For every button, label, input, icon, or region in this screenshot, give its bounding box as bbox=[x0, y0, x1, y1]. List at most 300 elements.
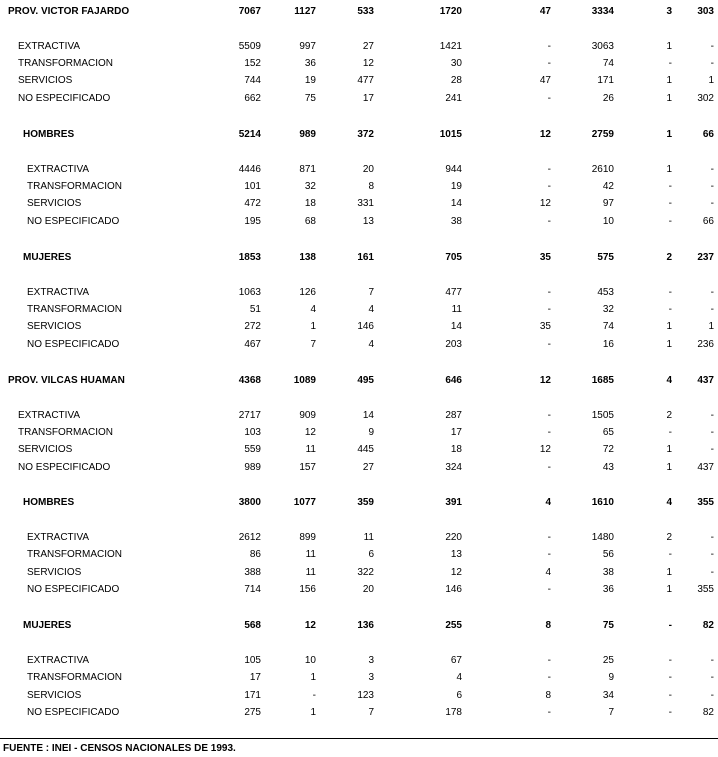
value-cell: - bbox=[668, 181, 672, 192]
value-cell: 136 bbox=[357, 620, 374, 631]
value-cell: 437 bbox=[697, 375, 714, 386]
value-cell: - bbox=[547, 58, 551, 69]
table-row bbox=[0, 197, 718, 211]
value-cell: - bbox=[710, 532, 714, 543]
value-cell: 4368 bbox=[238, 375, 261, 386]
value-cell: - bbox=[668, 198, 672, 209]
value-cell: - bbox=[710, 690, 714, 701]
value-cell: 1 bbox=[310, 672, 316, 683]
value-cell: - bbox=[710, 304, 714, 315]
value-cell: 1 bbox=[666, 41, 672, 52]
value-cell: 66 bbox=[702, 216, 714, 227]
value-cell: - bbox=[668, 58, 672, 69]
value-cell: 1 bbox=[666, 129, 672, 140]
value-cell: - bbox=[710, 198, 714, 209]
value-cell: 178 bbox=[445, 707, 462, 718]
table-row bbox=[0, 443, 718, 457]
value-cell: 477 bbox=[357, 75, 374, 86]
value-cell: 303 bbox=[697, 6, 714, 17]
row-label: EXTRACTIVA bbox=[18, 41, 81, 52]
value-cell: 34 bbox=[602, 690, 614, 701]
value-cell: - bbox=[710, 164, 714, 175]
value-cell: 32 bbox=[304, 181, 316, 192]
value-cell: - bbox=[668, 620, 672, 631]
value-cell: 275 bbox=[244, 707, 261, 718]
value-cell: 2 bbox=[666, 252, 672, 263]
row-label: NO ESPECIFICADO bbox=[27, 707, 120, 718]
value-cell: 7 bbox=[310, 339, 316, 350]
row-label: EXTRACTIVA bbox=[27, 532, 90, 543]
value-cell: 28 bbox=[450, 75, 462, 86]
table-row bbox=[0, 426, 718, 440]
value-cell: 1 bbox=[310, 321, 316, 332]
value-cell: 989 bbox=[244, 462, 261, 473]
value-cell: 36 bbox=[304, 58, 316, 69]
table-row bbox=[0, 496, 718, 510]
table-row bbox=[0, 671, 718, 685]
value-cell: - bbox=[547, 339, 551, 350]
value-cell: 13 bbox=[362, 216, 374, 227]
value-cell: 2 bbox=[666, 532, 672, 543]
row-label: SERVICIOS bbox=[27, 321, 82, 332]
value-cell: 74 bbox=[602, 321, 614, 332]
value-cell: 146 bbox=[357, 321, 374, 332]
value-cell: 14 bbox=[362, 410, 374, 421]
row-label: EXTRACTIVA bbox=[27, 164, 90, 175]
value-cell: 11 bbox=[305, 567, 316, 578]
value-cell: 5214 bbox=[238, 129, 261, 140]
value-cell: 12 bbox=[539, 375, 551, 386]
value-cell: 1 bbox=[666, 164, 672, 175]
value-cell: 68 bbox=[304, 216, 316, 227]
table-row bbox=[0, 286, 718, 300]
value-cell: 4 bbox=[456, 672, 462, 683]
row-label: MUJERES bbox=[23, 620, 72, 631]
row-label: NO ESPECIFICADO bbox=[27, 584, 120, 595]
value-cell: 1 bbox=[666, 444, 672, 455]
value-cell: 17 bbox=[450, 427, 462, 438]
value-cell: 909 bbox=[299, 410, 316, 421]
value-cell: 123 bbox=[357, 690, 374, 701]
value-cell: 1505 bbox=[591, 410, 614, 421]
value-cell: 9 bbox=[368, 427, 374, 438]
value-cell: 705 bbox=[445, 252, 462, 263]
value-cell: 1 bbox=[666, 584, 672, 595]
value-cell: 13 bbox=[450, 549, 462, 560]
row-label: SERVICIOS bbox=[27, 198, 82, 209]
value-cell: 7 bbox=[608, 707, 614, 718]
value-cell: 12 bbox=[450, 567, 462, 578]
value-cell: 714 bbox=[244, 584, 261, 595]
value-cell: 7 bbox=[368, 707, 374, 718]
value-cell: - bbox=[547, 216, 551, 227]
value-cell: 12 bbox=[362, 58, 374, 69]
source-note: FUENTE : INEI - CENSOS NACIONALES DE 1993. bbox=[3, 743, 236, 754]
value-cell: 11 bbox=[363, 532, 374, 543]
value-cell: 10 bbox=[304, 655, 316, 666]
value-cell: 42 bbox=[602, 181, 614, 192]
table-row bbox=[0, 409, 718, 423]
value-cell: - bbox=[547, 549, 551, 560]
value-cell: - bbox=[547, 427, 551, 438]
row-label: NO ESPECIFICADO bbox=[18, 93, 111, 104]
table-row bbox=[0, 531, 718, 545]
value-cell: 575 bbox=[597, 252, 614, 263]
value-cell: 67 bbox=[450, 655, 462, 666]
value-cell: - bbox=[668, 655, 672, 666]
value-cell: 1 bbox=[666, 75, 672, 86]
row-label: SERVICIOS bbox=[27, 567, 82, 578]
value-cell: 82 bbox=[702, 707, 714, 718]
value-cell: 35 bbox=[539, 321, 551, 332]
value-cell: - bbox=[710, 181, 714, 192]
value-cell: 138 bbox=[299, 252, 316, 263]
row-label: TRANSFORMACION bbox=[18, 58, 113, 69]
row-label: TRANSFORMACION bbox=[27, 549, 122, 560]
row-label: EXTRACTIVA bbox=[18, 410, 81, 421]
row-label: HOMBRES bbox=[23, 129, 75, 140]
value-cell: 989 bbox=[299, 129, 316, 140]
table-row bbox=[0, 128, 718, 142]
value-cell: 1610 bbox=[591, 497, 614, 508]
value-cell: 11 bbox=[451, 304, 462, 315]
value-cell: 1089 bbox=[293, 375, 316, 386]
value-cell: 20 bbox=[362, 164, 374, 175]
table-row bbox=[0, 654, 718, 668]
value-cell: 287 bbox=[445, 410, 462, 421]
value-cell: 3 bbox=[368, 655, 374, 666]
value-cell: 43 bbox=[602, 462, 614, 473]
value-cell: - bbox=[710, 672, 714, 683]
value-cell: 1077 bbox=[293, 497, 316, 508]
value-cell: 38 bbox=[450, 216, 462, 227]
value-cell: 8 bbox=[545, 620, 551, 631]
value-cell: 18 bbox=[304, 198, 316, 209]
value-cell: 7 bbox=[368, 287, 374, 298]
value-cell: - bbox=[710, 41, 714, 52]
value-cell: 32 bbox=[602, 304, 614, 315]
value-cell: 3 bbox=[368, 672, 374, 683]
value-cell: 4 bbox=[666, 497, 672, 508]
table-row bbox=[0, 180, 718, 194]
value-cell: 171 bbox=[244, 690, 261, 701]
value-cell: 19 bbox=[450, 181, 462, 192]
value-cell: 146 bbox=[445, 584, 462, 595]
value-cell: 65 bbox=[602, 427, 614, 438]
value-cell: 388 bbox=[244, 567, 261, 578]
value-cell: - bbox=[547, 304, 551, 315]
value-cell: 533 bbox=[357, 6, 374, 17]
value-cell: 9 bbox=[608, 672, 614, 683]
value-cell: 4 bbox=[545, 497, 551, 508]
value-cell: - bbox=[710, 549, 714, 560]
value-cell: 391 bbox=[445, 497, 462, 508]
value-cell: 2612 bbox=[238, 532, 261, 543]
value-cell: 445 bbox=[357, 444, 374, 455]
value-cell: - bbox=[710, 444, 714, 455]
value-cell: 220 bbox=[445, 532, 462, 543]
table-row bbox=[0, 57, 718, 71]
value-cell: 56 bbox=[602, 549, 614, 560]
value-cell: 4 bbox=[368, 304, 374, 315]
value-cell: 17 bbox=[249, 672, 261, 683]
value-cell: 30 bbox=[450, 58, 462, 69]
value-cell: 899 bbox=[299, 532, 316, 543]
value-cell: 12 bbox=[304, 427, 316, 438]
value-cell: - bbox=[547, 655, 551, 666]
value-cell: 662 bbox=[244, 93, 261, 104]
value-cell: 236 bbox=[697, 339, 714, 350]
table-row bbox=[0, 374, 718, 388]
value-cell: 2717 bbox=[238, 410, 261, 421]
value-cell: 75 bbox=[304, 93, 316, 104]
table-row bbox=[0, 163, 718, 177]
row-label: SERVICIOS bbox=[18, 75, 73, 86]
value-cell: 568 bbox=[244, 620, 261, 631]
value-cell: 74 bbox=[602, 58, 614, 69]
value-cell: 8 bbox=[368, 181, 374, 192]
value-cell: 7067 bbox=[238, 6, 261, 17]
value-cell: 2610 bbox=[591, 164, 614, 175]
row-label: EXTRACTIVA bbox=[27, 655, 90, 666]
value-cell: 355 bbox=[697, 584, 714, 595]
value-cell: 437 bbox=[697, 462, 714, 473]
value-cell: 1 bbox=[666, 93, 672, 104]
value-cell: - bbox=[710, 567, 714, 578]
value-cell: 3 bbox=[666, 6, 672, 17]
table-row bbox=[0, 619, 718, 633]
value-cell: 72 bbox=[602, 444, 614, 455]
value-cell: - bbox=[668, 672, 672, 683]
table-row bbox=[0, 215, 718, 229]
value-cell: 66 bbox=[702, 129, 714, 140]
value-cell: 1 bbox=[666, 321, 672, 332]
value-cell: 12 bbox=[539, 129, 551, 140]
value-cell: 12 bbox=[539, 198, 551, 209]
value-cell: 161 bbox=[357, 252, 374, 263]
value-cell: 11 bbox=[305, 549, 316, 560]
table-row bbox=[0, 461, 718, 475]
row-label: NO ESPECIFICADO bbox=[27, 339, 120, 350]
value-cell: 27 bbox=[362, 41, 374, 52]
value-cell: - bbox=[668, 427, 672, 438]
value-cell: - bbox=[312, 690, 316, 701]
table-row bbox=[0, 566, 718, 580]
value-cell: - bbox=[547, 41, 551, 52]
row-label: TRANSFORMACION bbox=[27, 304, 122, 315]
value-cell: 1685 bbox=[591, 375, 614, 386]
value-cell: 1 bbox=[666, 339, 672, 350]
value-cell: 1 bbox=[708, 75, 714, 86]
value-cell: 152 bbox=[244, 58, 261, 69]
value-cell: 4 bbox=[545, 567, 551, 578]
value-cell: 103 bbox=[244, 427, 261, 438]
footer-rule bbox=[0, 738, 718, 739]
value-cell: 14 bbox=[450, 321, 462, 332]
value-cell: 1127 bbox=[294, 6, 316, 17]
value-cell: 5509 bbox=[238, 41, 261, 52]
value-cell: 477 bbox=[445, 287, 462, 298]
value-cell: - bbox=[547, 93, 551, 104]
value-cell: 51 bbox=[249, 304, 261, 315]
value-cell: - bbox=[710, 427, 714, 438]
value-cell: - bbox=[547, 532, 551, 543]
value-cell: 1720 bbox=[439, 6, 462, 17]
value-cell: 171 bbox=[597, 75, 614, 86]
row-label: EXTRACTIVA bbox=[27, 287, 90, 298]
value-cell: 1 bbox=[666, 567, 672, 578]
value-cell: 3800 bbox=[238, 497, 261, 508]
row-label: TRANSFORMACION bbox=[27, 181, 122, 192]
value-cell: 1 bbox=[666, 462, 672, 473]
value-cell: 2 bbox=[666, 410, 672, 421]
value-cell: - bbox=[668, 707, 672, 718]
row-label: TRANSFORMACION bbox=[27, 672, 122, 683]
value-cell: 1063 bbox=[238, 287, 261, 298]
value-cell: 467 bbox=[244, 339, 261, 350]
value-cell: 559 bbox=[244, 444, 261, 455]
value-cell: 18 bbox=[450, 444, 462, 455]
value-cell: 12 bbox=[539, 444, 551, 455]
value-cell: 10 bbox=[602, 216, 614, 227]
value-cell: 1421 bbox=[439, 41, 462, 52]
row-label: NO ESPECIFICADO bbox=[27, 216, 120, 227]
value-cell: 1853 bbox=[238, 252, 261, 263]
value-cell: 38 bbox=[602, 567, 614, 578]
row-label: SERVICIOS bbox=[27, 690, 82, 701]
table-row bbox=[0, 583, 718, 597]
value-cell: 101 bbox=[244, 181, 261, 192]
value-cell: 47 bbox=[539, 6, 551, 17]
value-cell: 1 bbox=[708, 321, 714, 332]
value-cell: 255 bbox=[445, 620, 462, 631]
value-cell: - bbox=[547, 181, 551, 192]
value-cell: - bbox=[668, 549, 672, 560]
value-cell: 4 bbox=[666, 375, 672, 386]
value-cell: 26 bbox=[602, 93, 614, 104]
value-cell: - bbox=[547, 707, 551, 718]
value-cell: 359 bbox=[357, 497, 374, 508]
value-cell: 156 bbox=[299, 584, 316, 595]
value-cell: 20 bbox=[362, 584, 374, 595]
value-cell: 126 bbox=[299, 287, 316, 298]
value-cell: 203 bbox=[445, 339, 462, 350]
value-cell: - bbox=[668, 690, 672, 701]
value-cell: 47 bbox=[539, 75, 551, 86]
row-label: NO ESPECIFICADO bbox=[18, 462, 111, 473]
value-cell: 871 bbox=[299, 164, 316, 175]
value-cell: - bbox=[668, 216, 672, 227]
value-cell: 944 bbox=[445, 164, 462, 175]
value-cell: 1 bbox=[310, 707, 316, 718]
value-cell: 241 bbox=[445, 93, 462, 104]
value-cell: - bbox=[710, 655, 714, 666]
value-cell: 8 bbox=[545, 690, 551, 701]
value-cell: 997 bbox=[299, 41, 316, 52]
value-cell: 322 bbox=[357, 567, 374, 578]
value-cell: 12 bbox=[304, 620, 316, 631]
row-label: PROV. VICTOR FAJARDO bbox=[8, 6, 130, 17]
value-cell: 6 bbox=[456, 690, 462, 701]
table-row bbox=[0, 689, 718, 703]
row-label: MUJERES bbox=[23, 252, 72, 263]
table-row bbox=[0, 320, 718, 334]
value-cell: - bbox=[710, 410, 714, 421]
value-cell: 372 bbox=[357, 129, 374, 140]
value-cell: 4446 bbox=[238, 164, 261, 175]
value-cell: 86 bbox=[249, 549, 261, 560]
value-cell: - bbox=[547, 287, 551, 298]
value-cell: 4 bbox=[310, 304, 316, 315]
table-row bbox=[0, 40, 718, 54]
row-label: TRANSFORMACION bbox=[18, 427, 113, 438]
value-cell: - bbox=[710, 287, 714, 298]
value-cell: 157 bbox=[299, 462, 316, 473]
row-label: PROV. VILCAS HUAMAN bbox=[8, 375, 125, 386]
value-cell: - bbox=[668, 287, 672, 298]
table-row bbox=[0, 338, 718, 352]
value-cell: 302 bbox=[697, 93, 714, 104]
value-cell: 6 bbox=[368, 549, 374, 560]
table-row bbox=[0, 303, 718, 317]
value-cell: 14 bbox=[450, 198, 462, 209]
value-cell: 19 bbox=[304, 75, 316, 86]
value-cell: 25 bbox=[602, 655, 614, 666]
value-cell: - bbox=[547, 584, 551, 595]
value-cell: 472 bbox=[244, 198, 261, 209]
value-cell: 355 bbox=[697, 497, 714, 508]
table-row bbox=[0, 5, 718, 19]
value-cell: 27 bbox=[362, 462, 374, 473]
value-cell: 16 bbox=[602, 339, 614, 350]
value-cell: 17 bbox=[362, 93, 374, 104]
value-cell: 105 bbox=[244, 655, 261, 666]
value-cell: - bbox=[547, 672, 551, 683]
table-row bbox=[0, 92, 718, 106]
value-cell: 272 bbox=[244, 321, 261, 332]
value-cell: 1015 bbox=[439, 129, 462, 140]
value-cell: 11 bbox=[305, 444, 316, 455]
value-cell: 324 bbox=[445, 462, 462, 473]
value-cell: 97 bbox=[602, 198, 614, 209]
value-cell: - bbox=[668, 304, 672, 315]
value-cell: 646 bbox=[445, 375, 462, 386]
value-cell: 195 bbox=[244, 216, 261, 227]
value-cell: - bbox=[547, 164, 551, 175]
value-cell: 1480 bbox=[591, 532, 614, 543]
value-cell: - bbox=[547, 410, 551, 421]
table-row bbox=[0, 706, 718, 720]
value-cell: - bbox=[547, 462, 551, 473]
value-cell: 744 bbox=[244, 75, 261, 86]
value-cell: 75 bbox=[602, 620, 614, 631]
row-label: HOMBRES bbox=[23, 497, 75, 508]
value-cell: 237 bbox=[697, 252, 714, 263]
value-cell: 3334 bbox=[591, 6, 614, 17]
value-cell: 82 bbox=[702, 620, 714, 631]
value-cell: 35 bbox=[539, 252, 551, 263]
value-cell: 3063 bbox=[591, 41, 614, 52]
value-cell: 2759 bbox=[591, 129, 614, 140]
table-row bbox=[0, 251, 718, 265]
row-label: SERVICIOS bbox=[18, 444, 73, 455]
value-cell: 453 bbox=[597, 287, 614, 298]
table-row bbox=[0, 74, 718, 88]
value-cell: 331 bbox=[357, 198, 374, 209]
value-cell: 4 bbox=[368, 339, 374, 350]
value-cell: 36 bbox=[602, 584, 614, 595]
value-cell: - bbox=[710, 58, 714, 69]
